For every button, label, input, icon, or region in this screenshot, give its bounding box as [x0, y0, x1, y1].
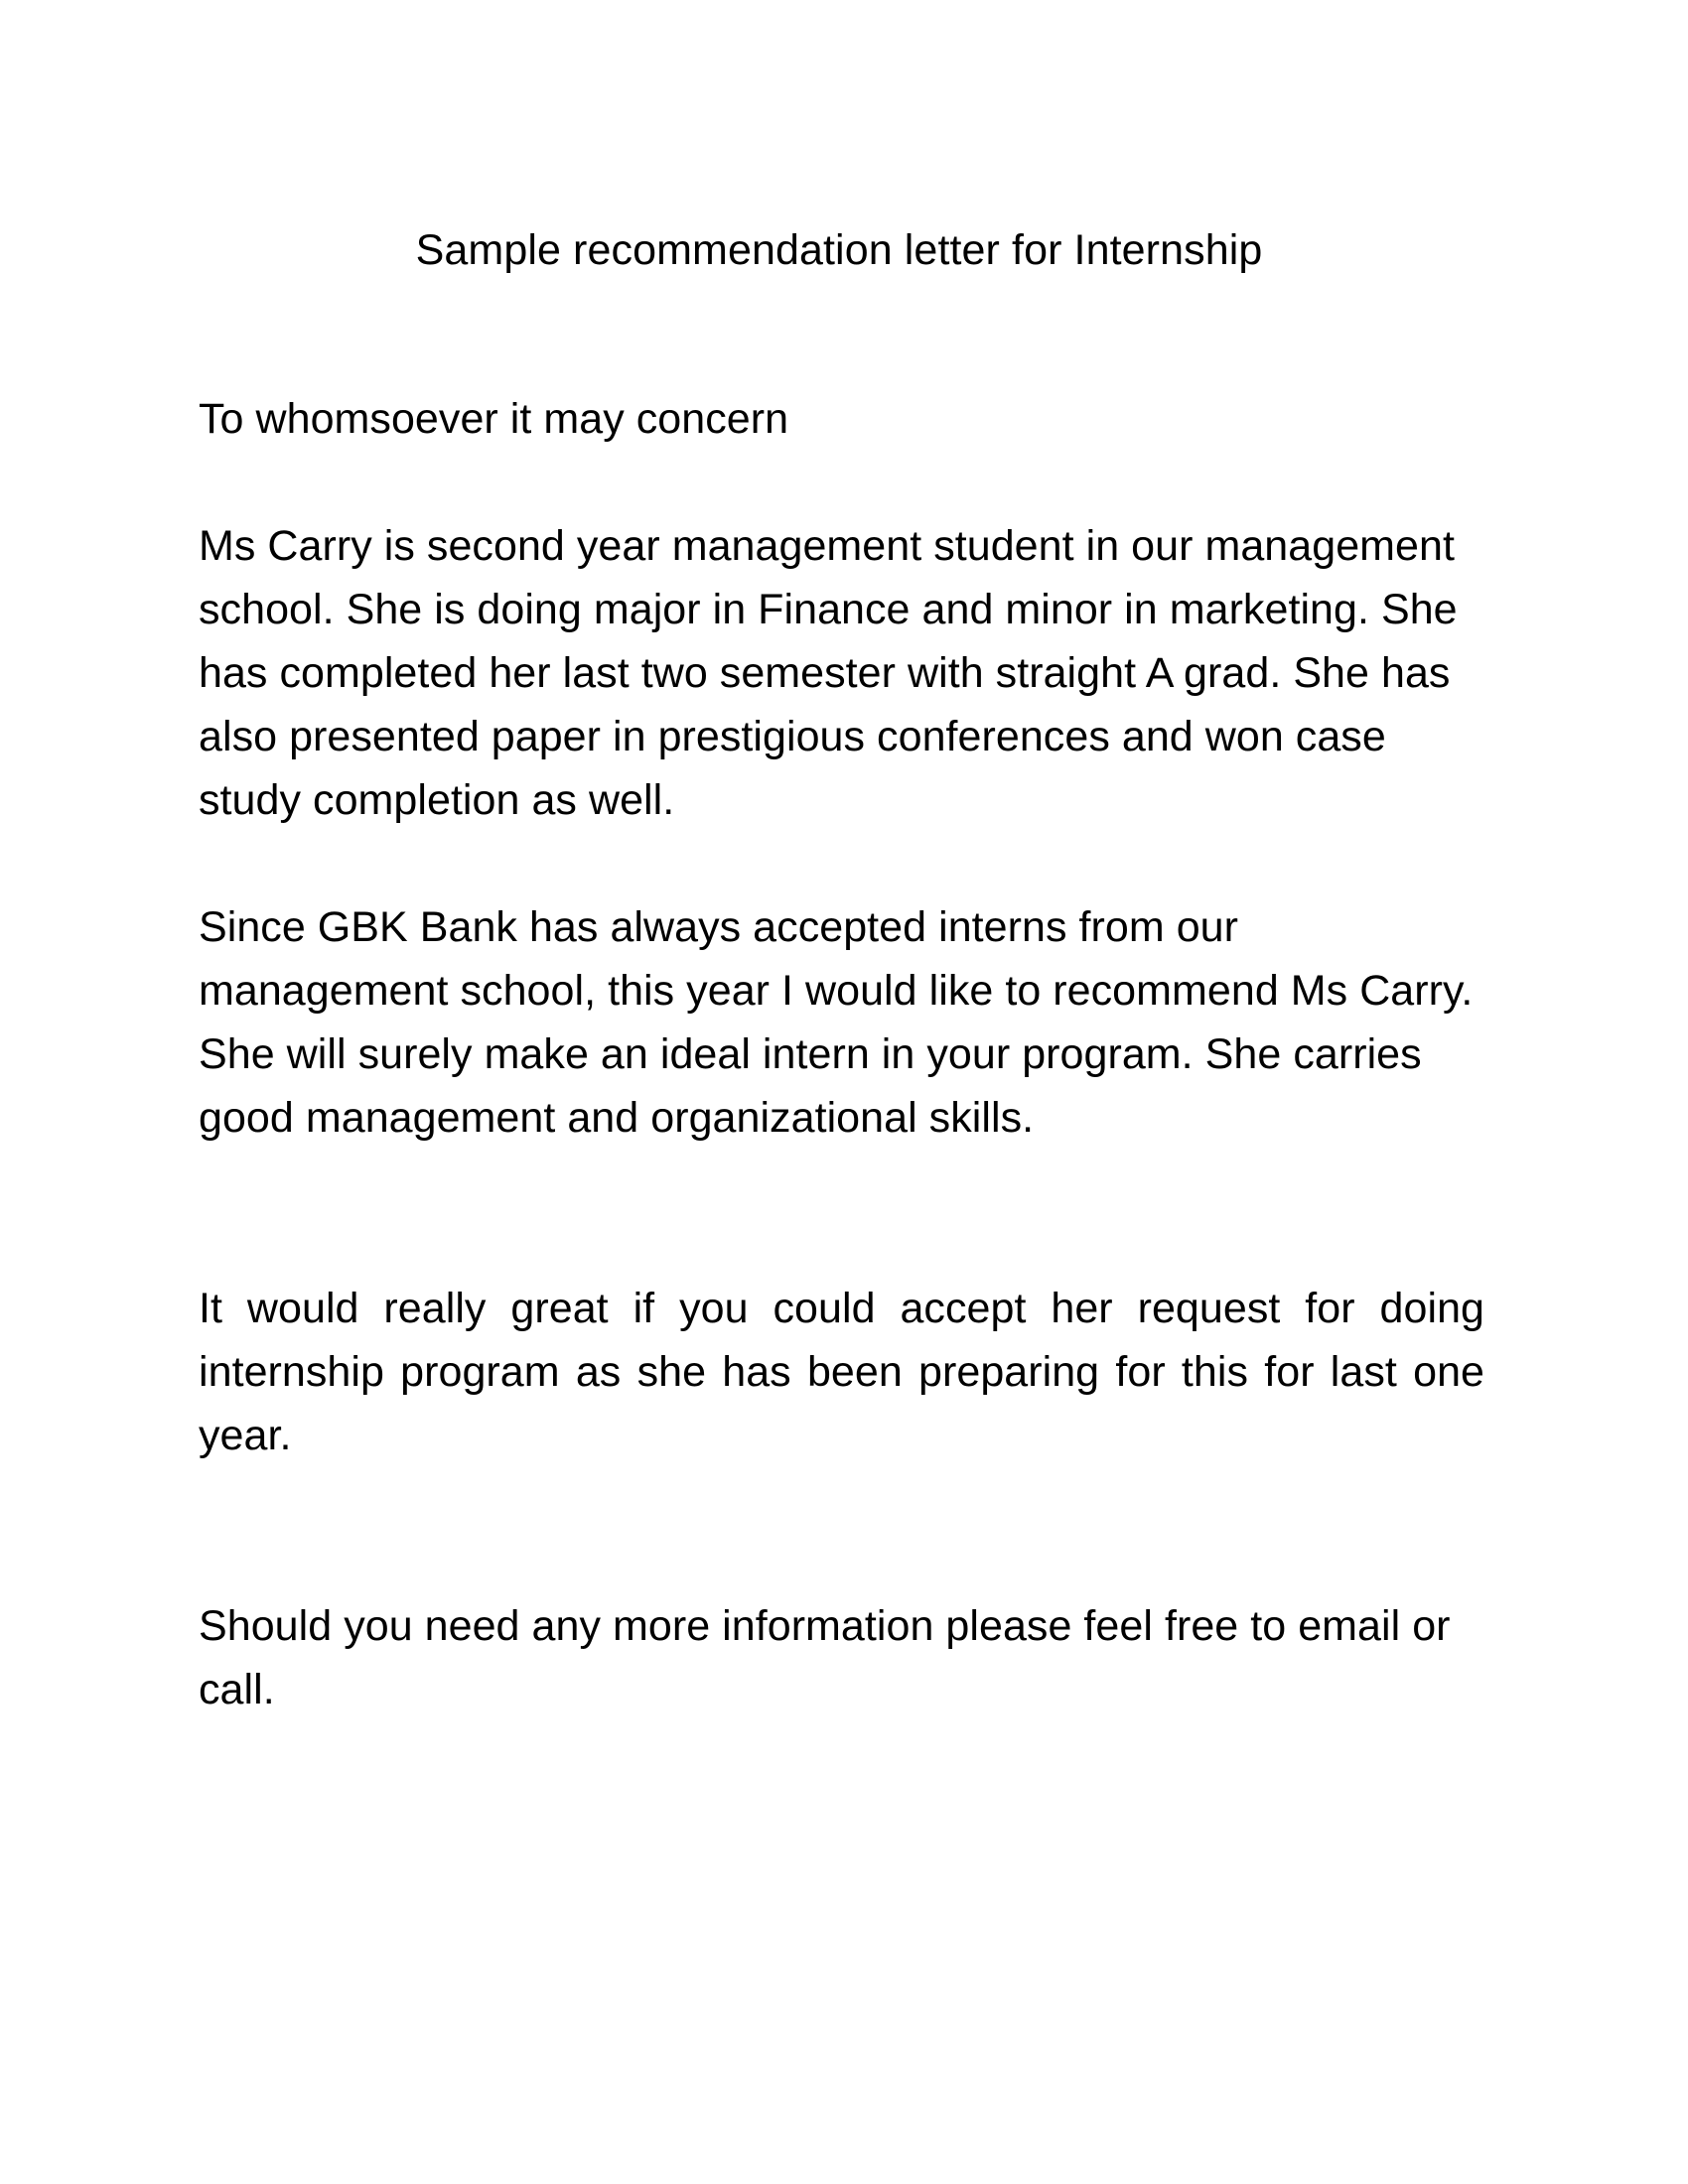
- salutation-line: To whomsoever it may concern: [199, 395, 789, 443]
- spacer-after-salutation: [199, 451, 1484, 514]
- spacer-after-paragraph-1: [199, 832, 1484, 895]
- paragraph-closing-contact: Should you need any more information please feel free to email or call.: [199, 1602, 1451, 1713]
- spacer-after-paragraph-3: [199, 1531, 1484, 1594]
- page-title: Sample recommendation letter for Internship: [415, 226, 1263, 274]
- paragraph-recommendation: Since GBK Bank has always accepted interns from our management school, this year I would like to recommend Ms Carry. She will surely make an ideal intern in your program. She carries good management and organizational skills.: [199, 903, 1474, 1142]
- spacer-after-paragraph-2: [199, 1150, 1484, 1277]
- letter-body: [199, 387, 1484, 1721]
- paragraph-request: It would really great if you could accept her request for doing internship program as she has been preparing for this for last one year.: [199, 1285, 1484, 1459]
- paragraph-candidate-background: Ms Carry is second year management student in our management school. She is doing major in Finance and minor in marketing. She has completed her last two semester with straight A grad. She has also presented paper in prestigious conferences and won case study completion as well.: [199, 522, 1458, 824]
